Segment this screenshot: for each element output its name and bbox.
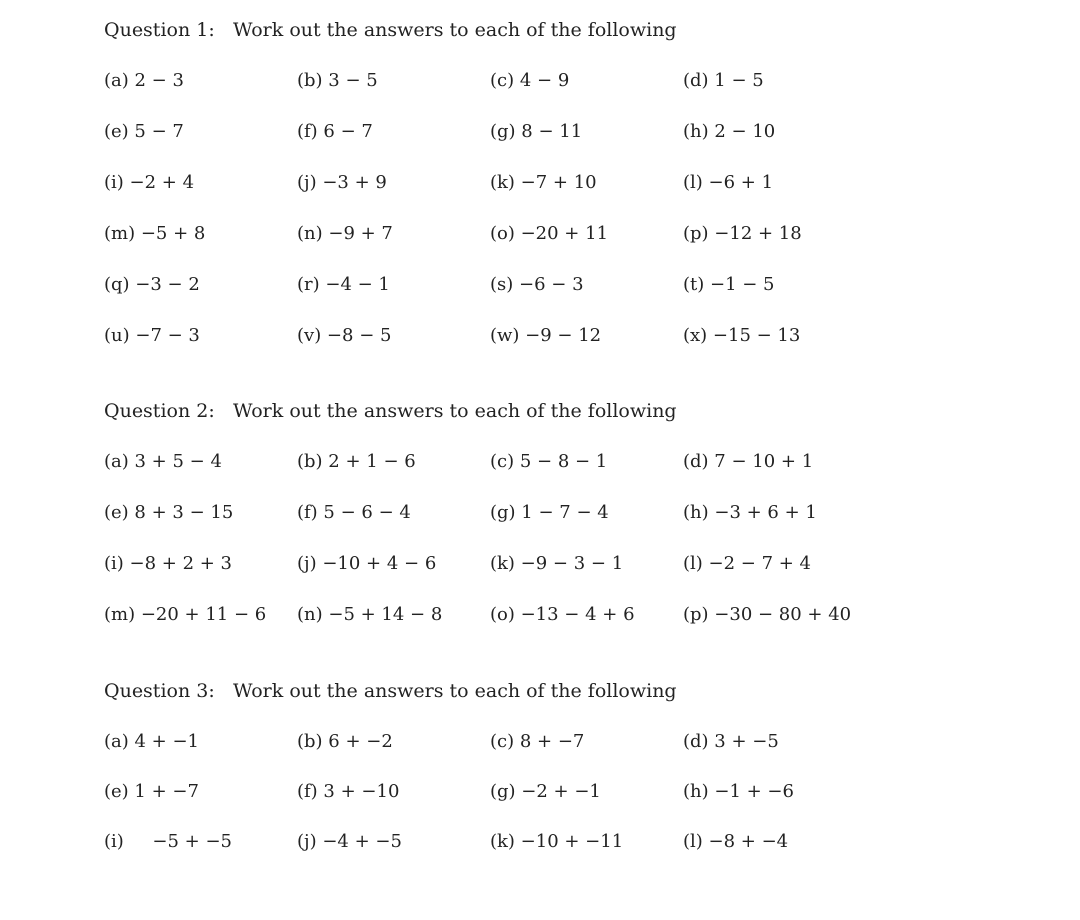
q2-item-m: (m) −20 + 11 − 6 bbox=[104, 604, 267, 625]
q1-item-r: (r) −4 − 1 bbox=[297, 274, 390, 295]
q1-item-i: (i) −2 + 4 bbox=[104, 172, 195, 193]
q2-item-l: (l) −2 − 7 + 4 bbox=[683, 553, 812, 574]
q1-item-w: (w) −9 − 12 bbox=[490, 325, 602, 346]
q1-item-u: (u) −7 − 3 bbox=[104, 325, 200, 346]
q2-item-j: (j) −10 + 4 − 6 bbox=[297, 553, 437, 574]
q1-item-m: (m) −5 + 8 bbox=[104, 223, 206, 244]
q1-item-f: (f) 6 − 7 bbox=[297, 121, 373, 142]
q2-item-d: (d) 7 − 10 + 1 bbox=[683, 451, 814, 472]
question-2-label: Question 2: bbox=[104, 400, 215, 422]
q3-item-j: (j) −4 + −5 bbox=[297, 831, 402, 852]
q1-item-l: (l) −6 + 1 bbox=[683, 172, 774, 193]
question-1 bbox=[104, 18, 1064, 346]
q1-item-j: (j) −3 + 9 bbox=[297, 172, 387, 193]
q3-item-k: (k) −10 + −11 bbox=[490, 831, 624, 852]
q2-item-g: (g) 1 − 7 − 4 bbox=[490, 502, 609, 523]
q1-item-q: (q) −3 − 2 bbox=[104, 274, 200, 295]
q1-item-b: (b) 3 − 5 bbox=[297, 70, 378, 91]
q3-item-c: (c) 8 + −7 bbox=[490, 731, 585, 752]
q3-item-g: (g) −2 + −1 bbox=[490, 781, 601, 802]
question-1-instruction: Work out the answers to each of the following bbox=[233, 19, 677, 41]
q2-item-e: (e) 8 + 3 − 15 bbox=[104, 502, 234, 523]
q2-item-n: (n) −5 + 14 − 8 bbox=[297, 604, 443, 625]
q3-item-d: (d) 3 + −5 bbox=[683, 731, 779, 752]
q1-item-s: (s) −6 − 3 bbox=[490, 274, 584, 295]
question-2-instruction: Work out the answers to each of the following bbox=[233, 400, 677, 422]
q1-item-p: (p) −12 + 18 bbox=[683, 223, 802, 244]
question-3 bbox=[104, 679, 1064, 852]
q1-item-k: (k) −7 + 10 bbox=[490, 172, 597, 193]
question-3-header bbox=[104, 679, 1064, 703]
q1-item-x: (x) −15 − 13 bbox=[683, 325, 801, 346]
q2-item-c: (c) 5 − 8 − 1 bbox=[490, 451, 608, 472]
question-2 bbox=[104, 399, 1064, 625]
question-2-header bbox=[104, 399, 1064, 423]
q1-item-a: (a) 2 − 3 bbox=[104, 70, 184, 91]
q3-item-f: (f) 3 + −10 bbox=[297, 781, 400, 802]
q3-item-e: (e) 1 + −7 bbox=[104, 781, 199, 802]
q2-item-k: (k) −9 − 3 − 1 bbox=[490, 553, 624, 574]
q1-item-h: (h) 2 − 10 bbox=[683, 121, 776, 142]
q1-item-v: (v) −8 − 5 bbox=[297, 325, 392, 346]
question-1-label: Question 1: bbox=[104, 19, 215, 41]
question-3-instruction: Work out the answers to each of the following bbox=[233, 680, 677, 702]
q2-item-o: (o) −13 − 4 + 6 bbox=[490, 604, 635, 625]
q2-item-b: (b) 2 + 1 − 6 bbox=[297, 451, 416, 472]
q1-item-g: (g) 8 − 11 bbox=[490, 121, 583, 142]
q2-item-h: (h) −3 + 6 + 1 bbox=[683, 502, 817, 523]
question-1-header bbox=[104, 18, 1064, 42]
question-3-label: Question 3: bbox=[104, 680, 215, 702]
q2-item-i: (i) −8 + 2 + 3 bbox=[104, 553, 233, 574]
q1-item-o: (o) −20 + 11 bbox=[490, 223, 609, 244]
q1-item-n: (n) −9 + 7 bbox=[297, 223, 393, 244]
q3-item-l: (l) −8 + −4 bbox=[683, 831, 789, 852]
q3-item-a: (a) 4 + −1 bbox=[104, 731, 200, 752]
q1-item-e: (e) 5 − 7 bbox=[104, 121, 184, 142]
q1-item-d: (d) 1 − 5 bbox=[683, 70, 764, 91]
q2-item-f: (f) 5 − 6 − 4 bbox=[297, 502, 411, 523]
q2-item-a: (a) 3 + 5 − 4 bbox=[104, 451, 222, 472]
q1-item-c: (c) 4 − 9 bbox=[490, 70, 570, 91]
q3-item-h: (h) −1 + −6 bbox=[683, 781, 794, 802]
q2-item-p: (p) −30 − 80 + 40 bbox=[683, 604, 852, 625]
q1-item-t: (t) −1 − 5 bbox=[683, 274, 775, 295]
q3-item-i: (i) −5 + −5 bbox=[104, 831, 233, 852]
q3-item-b: (b) 6 + −2 bbox=[297, 731, 393, 752]
